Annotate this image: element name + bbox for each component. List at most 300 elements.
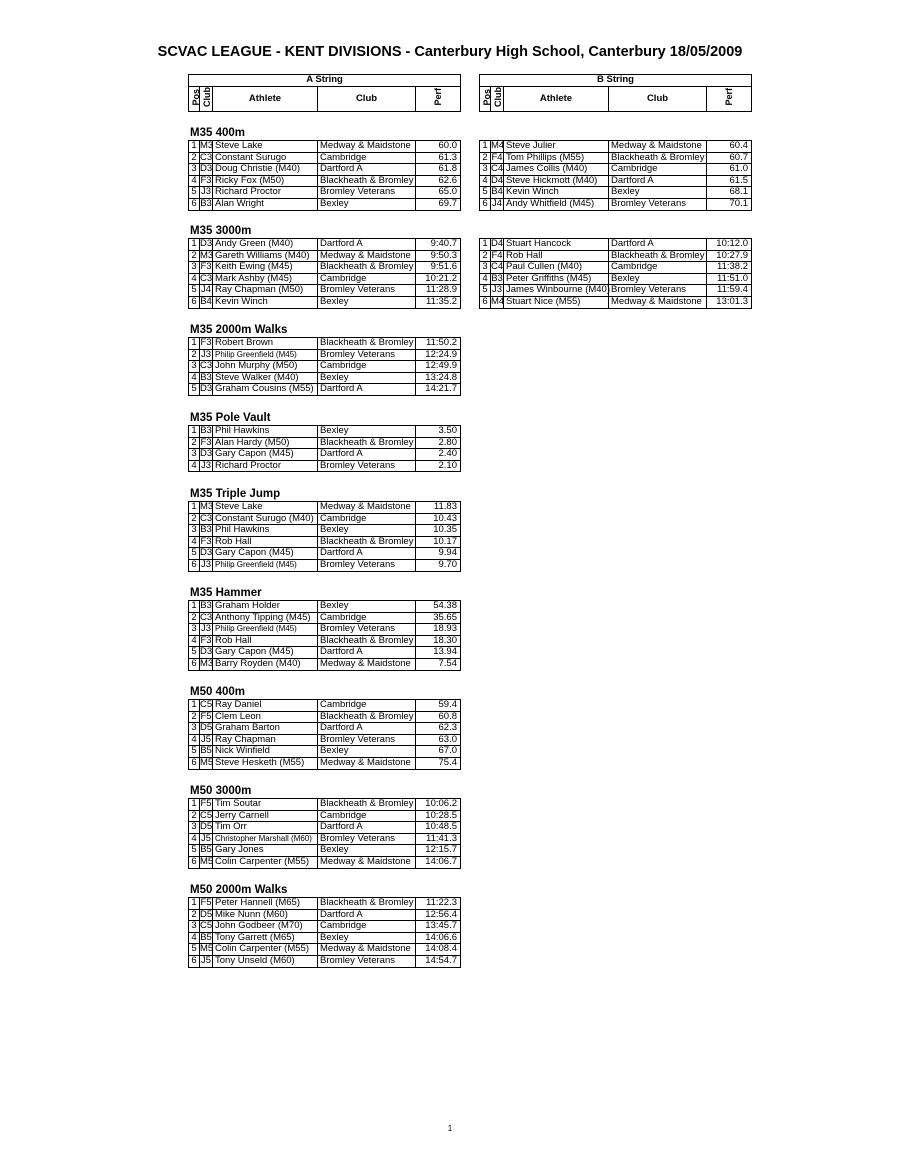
result-row (189, 273, 461, 285)
a-string-results-table (188, 337, 461, 396)
club-code-cell: C5 (200, 920, 213, 932)
club-cell: Dartford A (318, 164, 416, 176)
athlete-cell: Doug Christie (M40) (213, 164, 318, 176)
performance-cell: 62.6 (416, 175, 461, 187)
position-cell: 4 (480, 273, 491, 285)
performance-cell: 13:01.3 (707, 296, 752, 308)
result-row (480, 262, 752, 274)
performance-cell: 11:38.2 (707, 262, 752, 274)
club-code-cell: C4 (491, 261, 504, 273)
event-title: M50 2000m Walks (190, 884, 288, 896)
club-code-cell: B3 (491, 272, 503, 284)
athlete-cell: Graham Barton (213, 723, 318, 735)
club-cell: Dartford A (318, 548, 416, 560)
position-cell: 5 (189, 845, 200, 857)
result-row (480, 141, 752, 153)
athlete-cell: Paul Cullen (M40) (504, 262, 609, 274)
club-code-cell: M4 (491, 140, 505, 151)
position-cell: 2 (480, 250, 491, 262)
club-code-cell: C3 (200, 512, 213, 524)
club-cell: Medway & Maidstone (318, 250, 416, 262)
club-cell: Cambridge (609, 164, 707, 176)
perf-header: Perf (723, 88, 734, 106)
position-cell: 4 (189, 932, 200, 944)
pos-header: Pos (482, 88, 492, 106)
event-title: M50 3000m (190, 785, 252, 797)
performance-cell: 2.40 (416, 449, 461, 461)
result-row (189, 548, 461, 560)
result-row (480, 164, 752, 176)
position-cell: 5 (189, 285, 200, 297)
club-cell: Blackheath & Bromley (609, 250, 707, 262)
club-code-cell: M5 (200, 943, 214, 955)
performance-cell: 12:49.9 (416, 361, 461, 373)
position-cell: 6 (189, 559, 200, 571)
club-code-cell: J3 (200, 558, 212, 570)
club-cell: Cambridge (609, 262, 707, 274)
result-row (189, 250, 461, 262)
club-cell: Blackheath & Bromley (318, 175, 416, 187)
performance-cell: 3.50 (416, 426, 461, 438)
position-cell: 2 (189, 349, 200, 361)
club-cell: Blackheath & Bromley (318, 338, 416, 350)
result-row (189, 513, 461, 525)
position-cell: 4 (189, 372, 200, 384)
club-code-cell: D5 (200, 821, 213, 833)
position-cell: 3 (189, 449, 200, 461)
club-code-cell: D3 (200, 238, 213, 249)
result-row (189, 164, 461, 176)
club-code-cell: C3 (200, 611, 213, 623)
position-cell: 6 (480, 198, 491, 210)
club-code-cell: B5 (200, 745, 212, 757)
b-string-label: B String (480, 75, 752, 87)
performance-cell: 67.0 (416, 746, 461, 758)
club-cell: Bexley (318, 746, 416, 758)
result-row (480, 250, 752, 262)
athlete-cell: Jerry Carnell (213, 810, 318, 822)
result-row (480, 152, 752, 164)
result-row (189, 239, 461, 251)
position-cell: 6 (189, 856, 200, 868)
performance-cell: 70.1 (707, 198, 752, 210)
club-code-cell: F3 (200, 634, 212, 646)
performance-cell: 9:50.3 (416, 250, 461, 262)
club-cell: Dartford A (609, 175, 707, 187)
club-cell: Medway & Maidstone (318, 658, 416, 670)
club-cell: Bromley Veterans (318, 734, 416, 746)
result-row (189, 372, 461, 384)
result-row (189, 262, 461, 274)
club-cell: Medway & Maidstone (318, 856, 416, 868)
club-cell: Cambridge (318, 700, 416, 712)
position-cell: 1 (189, 898, 200, 910)
performance-cell: 11:51.0 (707, 273, 752, 285)
club-cell: Bromley Veterans (609, 285, 707, 297)
position-cell: 2 (480, 152, 491, 164)
position-cell: 6 (189, 198, 200, 210)
page-number: 1 (447, 1124, 453, 1133)
performance-cell: 14:54.7 (416, 955, 461, 967)
club-cell: Medway & Maidstone (609, 296, 707, 308)
position-cell: 3 (189, 525, 200, 537)
club-code-cell: D3 (200, 448, 213, 460)
performance-cell: 9.94 (416, 548, 461, 560)
athlete-cell: Richard Proctor (213, 460, 318, 472)
position-cell: 6 (189, 757, 200, 769)
position-cell: 5 (480, 187, 491, 199)
performance-cell: 12:56.4 (416, 909, 461, 921)
club-cell: Bromley Veterans (318, 559, 416, 571)
club-cell: Medway & Maidstone (318, 757, 416, 769)
position-cell: 2 (189, 810, 200, 822)
position-cell: 4 (189, 273, 200, 285)
athlete-cell: John Murphy (M50) (213, 361, 318, 373)
athlete-cell: Mark Ashby (M45) (213, 273, 318, 285)
result-row (189, 460, 461, 472)
result-row (189, 601, 461, 613)
club-code-cell: M5 (200, 756, 214, 768)
athlete-cell: Gary Capon (M45) (213, 548, 318, 560)
position-cell: 1 (189, 502, 200, 514)
club-cell: Medway & Maidstone (318, 502, 416, 514)
performance-cell: 61.0 (707, 164, 752, 176)
position-cell: 3 (480, 164, 491, 176)
position-cell: 1 (189, 239, 200, 251)
b-string-header (479, 74, 752, 112)
performance-cell: 12:15.7 (416, 845, 461, 857)
pos-header: Pos (191, 88, 201, 106)
result-row (189, 384, 461, 396)
position-cell: 1 (189, 141, 200, 153)
performance-cell: 65.0 (416, 187, 461, 199)
athlete-cell: Graham Holder (213, 601, 318, 613)
club-code-cell: M3 (200, 501, 214, 512)
performance-cell: 60.4 (707, 141, 752, 153)
performance-cell: 13:24.8 (416, 372, 461, 384)
athlete-cell: Steve Walker (M40) (213, 372, 318, 384)
athlete-cell: Steve Lake (213, 502, 318, 514)
event-title: M35 2000m Walks (190, 324, 288, 336)
club-cell: Blackheath & Bromley (318, 635, 416, 647)
a-string-results-table (188, 425, 461, 472)
athlete-cell: Phil Hawkins (213, 525, 318, 537)
club-cell: Blackheath & Bromley (609, 152, 707, 164)
performance-cell: 61.5 (707, 175, 752, 187)
club-cell: Bexley (318, 525, 416, 537)
club-cell: Cambridge (318, 612, 416, 624)
performance-cell: 11:50.2 (416, 338, 461, 350)
club-code-cell: D3 (200, 547, 213, 559)
athlete-cell: Peter Griffiths (M45) (504, 273, 609, 285)
athlete-cell: Ray Chapman (M50) (213, 285, 318, 297)
result-row (189, 944, 461, 956)
athlete-cell: Richard Proctor (213, 187, 318, 199)
club-cell: Dartford A (318, 909, 416, 921)
performance-cell: 11:22.3 (416, 898, 461, 910)
athlete-cell: Steve Julier (504, 141, 609, 153)
athlete-cell: Ricky Fox (M50) (213, 175, 318, 187)
a-string-results-table (188, 699, 461, 770)
performance-cell: 60.0 (416, 141, 461, 153)
club-cell: Bromley Veterans (318, 955, 416, 967)
club-code-cell: J3 (200, 623, 212, 635)
athlete-cell: James Collis (M40) (504, 164, 609, 176)
position-cell: 1 (480, 141, 491, 153)
club-code-cell: F5 (200, 710, 212, 722)
athlete-cell: Colin Carpenter (M55) (213, 944, 318, 956)
athlete-cell: Phil Hawkins (213, 426, 318, 438)
position-cell: 5 (189, 384, 200, 396)
club-cell: Blackheath & Bromley (318, 898, 416, 910)
position-cell: 1 (480, 239, 491, 251)
position-cell: 5 (189, 187, 200, 199)
performance-cell: 75.4 (416, 757, 461, 769)
performance-cell: 14:08.4 (416, 944, 461, 956)
athlete-cell: Gary Capon (M45) (213, 449, 318, 461)
club-cell: Blackheath & Bromley (318, 799, 416, 811)
club-cell: Bexley (318, 372, 416, 384)
position-cell: 3 (189, 164, 200, 176)
athlete-cell: Christopher Marshall (M60) (213, 833, 318, 845)
a-string-results-table (188, 897, 461, 968)
performance-cell: 10.17 (416, 536, 461, 548)
club-cell: Blackheath & Bromley (318, 437, 416, 449)
club-cell: Bexley (318, 198, 416, 210)
club-code-cell: M4 (491, 295, 505, 307)
club-code-cell: C5 (200, 809, 213, 821)
a-string-label: A String (189, 75, 461, 87)
position-cell: 5 (189, 944, 200, 956)
club-code-cell: D5 (200, 722, 213, 734)
position-cell: 2 (189, 152, 200, 164)
athlete-cell: James Winbourne (M40) (504, 285, 609, 297)
performance-cell: 59.4 (416, 700, 461, 712)
result-row (189, 525, 461, 537)
club-code-cell: F4 (491, 249, 503, 261)
club-code-cell: J3 (200, 348, 212, 360)
performance-cell: 11.83 (416, 502, 461, 514)
performance-cell: 2.80 (416, 437, 461, 449)
club-code-cell: J3 (200, 186, 212, 198)
result-row (189, 734, 461, 746)
position-cell: 1 (189, 426, 200, 438)
page-title: SCVAC LEAGUE - KENT DIVISIONS - Canterbury High School, Canterbury 18/05/2009 (157, 44, 743, 60)
athlete-cell: Ray Daniel (213, 700, 318, 712)
athlete-cell: Constant Surugo (M40) (213, 513, 318, 525)
club-code-cell: M3 (200, 140, 214, 151)
position-cell: 1 (189, 338, 200, 350)
athlete-cell: Barry Royden (M40) (213, 658, 318, 670)
performance-cell: 68.1 (707, 187, 752, 199)
position-cell: 4 (189, 833, 200, 845)
position-cell: 2 (189, 612, 200, 624)
position-cell: 4 (189, 460, 200, 472)
club-code-cell: F3 (200, 337, 212, 348)
perf-header: Perf (432, 88, 443, 106)
club-code-cell: B4 (200, 295, 212, 307)
athlete-cell: Philip Greenfield (M45) (213, 624, 318, 636)
club-code-cell: J5 (200, 733, 212, 745)
a-string-results-table (188, 501, 461, 572)
club-code-cell: F5 (200, 897, 212, 908)
club-code-cell: B3 (200, 197, 212, 209)
result-row (189, 635, 461, 647)
position-cell: 6 (480, 296, 491, 308)
athlete-cell: Stuart Hancock (504, 239, 609, 251)
athlete-cell: Philip Greenfield (M45) (213, 559, 318, 571)
performance-cell: 9:40.7 (416, 239, 461, 251)
club-cell: Dartford A (318, 449, 416, 461)
club-code-cell: D3 (200, 163, 213, 175)
result-row (189, 810, 461, 822)
athlete-cell: Rob Hall (213, 536, 318, 548)
position-cell: 4 (189, 734, 200, 746)
result-row (189, 746, 461, 758)
club-cell: Dartford A (318, 647, 416, 659)
athlete-cell: Alan Wright (213, 198, 318, 210)
result-row (189, 426, 461, 438)
performance-cell: 2.10 (416, 460, 461, 472)
athlete-cell: Steve Hickmott (M40) (504, 175, 609, 187)
performance-cell: 10:06.2 (416, 799, 461, 811)
performance-cell: 35.65 (416, 612, 461, 624)
performance-cell: 60.8 (416, 711, 461, 723)
position-cell: 1 (189, 700, 200, 712)
position-cell: 5 (189, 548, 200, 560)
performance-cell: 10:48.5 (416, 822, 461, 834)
result-row (189, 658, 461, 670)
club-cell: Bexley (318, 601, 416, 613)
position-cell: 4 (189, 175, 200, 187)
event-title: M35 400m (190, 127, 245, 139)
athlete-cell: Kevin Winch (504, 187, 609, 199)
performance-cell: 7.54 (416, 658, 461, 670)
club-code-cell: B5 (200, 844, 212, 856)
position-cell: 5 (480, 285, 491, 297)
club-cell: Bexley (609, 273, 707, 285)
performance-cell: 11:41.3 (416, 833, 461, 845)
club-cell: Cambridge (318, 273, 416, 285)
b-string-results-table (479, 238, 752, 309)
result-row (189, 723, 461, 735)
performance-cell: 13:45.7 (416, 921, 461, 933)
performance-cell: 14:21.7 (416, 384, 461, 396)
athlete-cell: Gary Jones (213, 845, 318, 857)
position-cell: 3 (189, 822, 200, 834)
performance-cell: 61.8 (416, 164, 461, 176)
club-code-cell: B3 (200, 600, 212, 611)
result-row (189, 296, 461, 308)
performance-cell: 63.0 (416, 734, 461, 746)
club-header: Club (609, 87, 707, 112)
performance-cell: 62.3 (416, 723, 461, 735)
athlete-cell: Ray Chapman (213, 734, 318, 746)
result-row (189, 338, 461, 350)
performance-cell: 11:59.4 (707, 285, 752, 297)
result-row (480, 175, 752, 187)
position-cell: 4 (189, 536, 200, 548)
result-row (189, 612, 461, 624)
performance-cell: 10:12.0 (707, 239, 752, 251)
result-row (480, 198, 752, 210)
club-code-cell: J4 (200, 284, 212, 296)
club-cell: Bromley Veterans (318, 833, 416, 845)
position-cell: 2 (189, 711, 200, 723)
a-string-header (188, 74, 461, 112)
athlete-cell: Robert Brown (213, 338, 318, 350)
result-row (189, 833, 461, 845)
result-row (189, 856, 461, 868)
athlete-cell: Philip Greenfield (M45) (213, 349, 318, 361)
club-code-cell: B3 (200, 524, 212, 536)
club-code-cell: J3 (491, 284, 503, 296)
club-cell: Medway & Maidstone (318, 944, 416, 956)
athlete-cell: Peter Hannell (M65) (213, 898, 318, 910)
event-title: M35 Triple Jump (190, 488, 281, 500)
athlete-cell: Stuart Nice (M55) (504, 296, 609, 308)
result-row (480, 239, 752, 251)
athlete-cell: Tony Unseld (M60) (213, 955, 318, 967)
club-code-header: Club (202, 87, 212, 108)
club-cell: Medway & Maidstone (318, 141, 416, 153)
performance-cell: 9.70 (416, 559, 461, 571)
result-row (189, 187, 461, 199)
club-code-cell: B5 (200, 931, 212, 943)
result-row (189, 932, 461, 944)
position-cell: 2 (189, 513, 200, 525)
club-code-cell: F3 (200, 174, 212, 186)
club-cell: Cambridge (318, 361, 416, 373)
club-cell: Bexley (318, 426, 416, 438)
club-code-cell: B4 (491, 186, 503, 198)
club-code-cell: F4 (491, 151, 503, 163)
performance-cell: 14:06.6 (416, 932, 461, 944)
club-code-cell: D4 (491, 238, 504, 249)
performance-cell: 10:27.9 (707, 250, 752, 262)
athlete-header: Athlete (213, 87, 318, 112)
club-cell: Bexley (318, 296, 416, 308)
position-cell: 3 (189, 262, 200, 274)
club-code-cell: D5 (200, 908, 213, 920)
result-row (189, 700, 461, 712)
result-row (189, 799, 461, 811)
position-cell: 1 (189, 799, 200, 811)
performance-cell: 10.43 (416, 513, 461, 525)
athlete-cell: Anthony Tipping (M45) (213, 612, 318, 624)
club-code-cell: M5 (200, 855, 214, 867)
club-code-cell: J3 (200, 459, 212, 471)
athlete-cell: Tony Garrett (M65) (213, 932, 318, 944)
club-code-cell: F3 (200, 535, 212, 547)
position-cell: 5 (189, 746, 200, 758)
result-row (189, 955, 461, 967)
club-code-cell: D3 (200, 646, 213, 658)
athlete-cell: Alan Hardy (M50) (213, 437, 318, 449)
result-row (189, 152, 461, 164)
club-cell: Bexley (609, 187, 707, 199)
result-row (189, 559, 461, 571)
club-cell: Bromley Veterans (609, 198, 707, 210)
club-cell: Blackheath & Bromley (318, 711, 416, 723)
result-row (189, 141, 461, 153)
position-cell: 4 (480, 175, 491, 187)
position-cell: 2 (189, 250, 200, 262)
club-code-cell: C3 (200, 360, 213, 372)
club-cell: Blackheath & Bromley (318, 536, 416, 548)
athlete-cell: Steve Lake (213, 141, 318, 153)
performance-cell: 9:51.6 (416, 262, 461, 274)
